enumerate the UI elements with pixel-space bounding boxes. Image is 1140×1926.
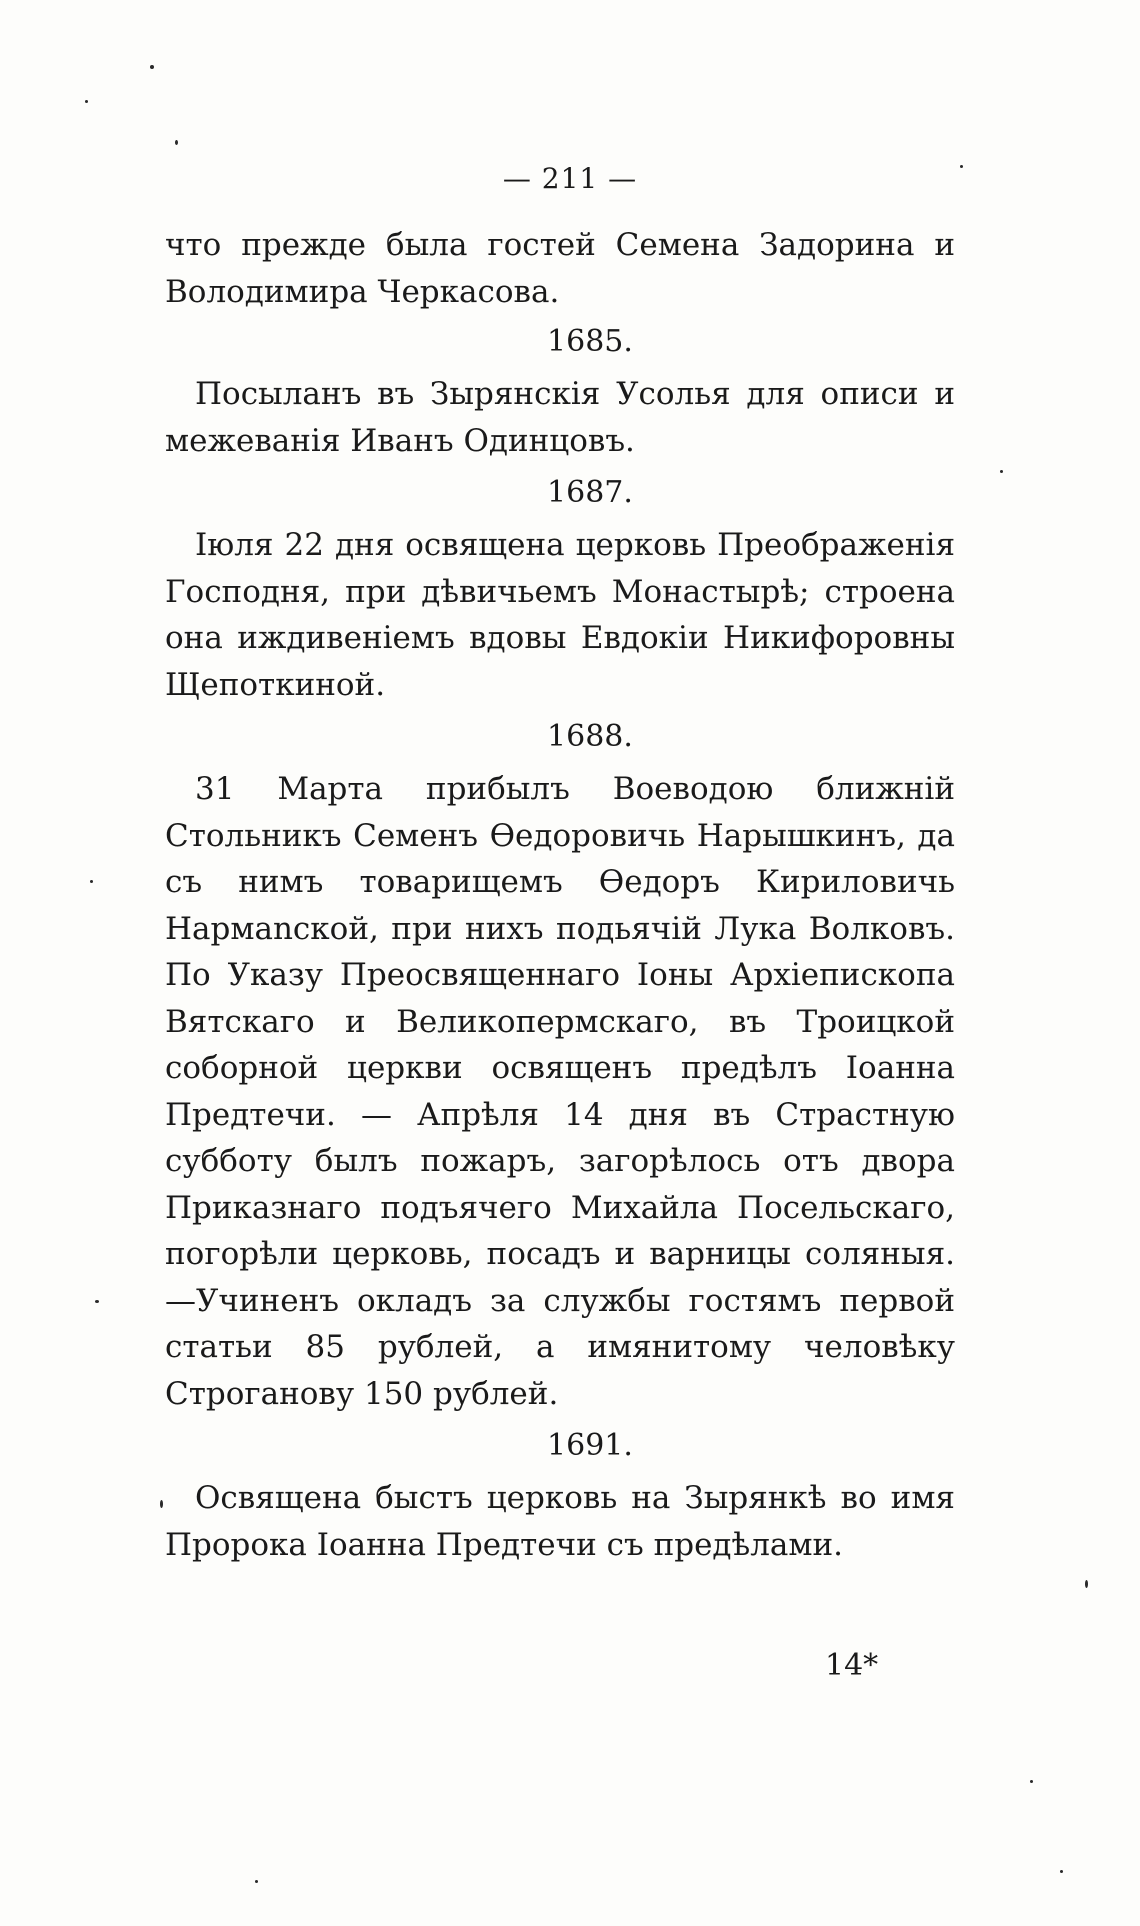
intro-paragraph: что прежде была гостей Семена Задорина и Володимира Черкасова. — [165, 227, 955, 310]
scan-speck — [90, 880, 93, 883]
page-body — [165, 222, 955, 1568]
scan-speck — [160, 1500, 163, 1508]
scan-speck — [960, 165, 963, 168]
paragraph-1687: Іюля 22 дня освящена церковь Преображенія Господня, при дѣвичьемъ Монастырѣ; строена она иждивеніемъ вдовы Евдокіи Никифоровны Щепоткиной. — [165, 527, 955, 703]
scan-speck — [95, 1300, 99, 1303]
signature-mark: 14* — [825, 1648, 879, 1683]
year-heading-1688: 1688. — [547, 719, 633, 754]
page-number: — 211 — — [502, 162, 638, 195]
scan-speck — [150, 65, 154, 69]
paragraph-1688: 31 Марта прибылъ Воеводою ближній Стольникъ Семенъ Ѳедоровичь Нарышкинъ, да съ нимъ товарищемъ Ѳедоръ Кириловичь Нармanской, при нихъ подьячій Лука Волковъ. По Указу Преосвященнаго Іоны Архіепископа Вятскаго и Великопермскаго, въ Троицкой соборной церкви освященъ предѣлъ Іоанна Предтечи. — Апрѣля 14 дня въ Страстную субботу былъ пожаръ, загорѣлось отъ двора Приказнаго подъячего Михайла Посельскаго, погорѣли церковь, посадъ и варницы соляныя.—Учиненъ окладъ за службы гостямъ первой статьи 85 рублей, а имянитому человѣку Строганову 150 рублей. — [165, 771, 955, 1412]
scan-speck — [255, 1880, 258, 1883]
scan-speck — [1060, 1870, 1063, 1873]
scan-speck — [85, 100, 88, 103]
paragraph-1691: Освящена быстъ церковь на Зырянкѣ во имя Пророка Іоанна Предтечи съ предѣлами. — [165, 1480, 955, 1563]
paragraph-1685: Посыланъ въ Зырянскія Усолья для описи и межеванія Иванъ Одинцовъ. — [165, 376, 955, 459]
scan-speck — [1030, 1780, 1033, 1783]
scan-speck — [1085, 1580, 1088, 1588]
scan-speck — [1000, 470, 1003, 473]
scan-speck — [175, 140, 178, 145]
year-heading-1691: 1691. — [547, 1428, 633, 1463]
year-heading-1687: 1687. — [547, 475, 633, 510]
year-heading-1685: 1685. — [547, 324, 633, 359]
